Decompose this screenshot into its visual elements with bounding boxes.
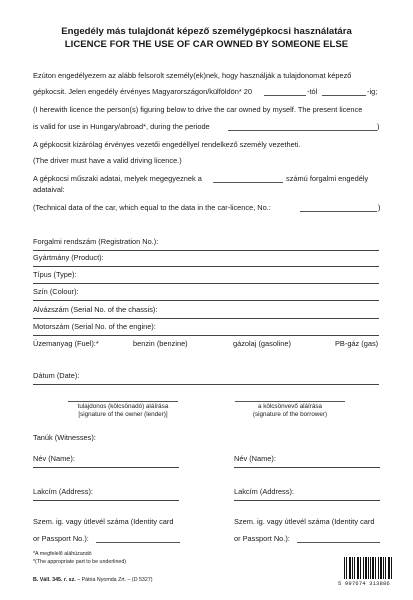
borrower-signature-label-hu: a kölcsönvevő aláírása xyxy=(257,403,323,410)
fuel-label: Üzemanyag (Fuel):* xyxy=(33,339,99,348)
title-hungarian: Engedély más tulajdonát képező személygépkocsi használatára xyxy=(61,26,352,37)
witness1-id-label-2: or Passport No.): xyxy=(33,534,89,543)
intro-line-2-start: gépkocsit. Jelen engedély érvényes Magyarországon/külföldön* 20 xyxy=(33,87,252,96)
intro-line-5: A gépkocsit kizárólag érvényes vezetői engedéllyel rendelkező személy vezetheti. xyxy=(33,140,301,149)
barcode xyxy=(344,557,394,579)
footnote-en: *(The appropriate part to be underlined) xyxy=(33,559,127,565)
witness1-address-field[interactable] xyxy=(33,500,179,501)
witness1-name-field[interactable] xyxy=(33,467,179,468)
fuel-option-lpg[interactable]: PB-gáz (gas) xyxy=(335,339,379,348)
borrower-signature-line[interactable] xyxy=(235,401,345,402)
fuel-option-petrol[interactable]: benzin (benzine) xyxy=(133,339,188,348)
witness2-name-label: Név (Name): xyxy=(234,454,276,463)
intro-line-9: (Technical data of the car, which equal to the data in the car-licence, No.: xyxy=(33,203,271,212)
chassis-field[interactable] xyxy=(33,318,379,319)
title-english: LICENCE FOR THE USE OF CAR OWNED BY SOMEONE ELSE xyxy=(64,39,349,50)
chassis-label: Alvázszám (Serial No. of the chassis): xyxy=(33,305,158,314)
witness1-address-label: Lakcím (Address): xyxy=(33,487,93,496)
footer-publisher-info xyxy=(33,577,153,583)
intro-line-4-close: ) xyxy=(377,122,380,131)
owner-signature-line[interactable] xyxy=(68,401,178,402)
intro-line-1: Ezúton engedélyezem az alább felsorolt személy(ek)nek, hogy használják a tulajdonomat képező xyxy=(33,71,352,80)
intro-line-4: is valid for use in Hungary/abroad*, during the periode xyxy=(33,122,210,131)
type-label: Típus (Type): xyxy=(33,270,77,279)
colour-label: Szín (Colour): xyxy=(33,287,79,296)
car-licence-no-line[interactable] xyxy=(213,182,283,183)
owner-signature-label-en: [signature of the owner (lender)] xyxy=(78,411,168,418)
car-licence-no-en-line[interactable] xyxy=(300,211,377,212)
footnote-hu: *A megfelelő aláhúzandó xyxy=(33,551,92,557)
registration-field[interactable] xyxy=(33,250,379,251)
engine-field[interactable] xyxy=(33,335,379,336)
intro-line-2-to: -ig; xyxy=(367,87,378,96)
publisher-text: – Pátria Nyomda Zrt. – (D 5327) xyxy=(75,577,153,583)
witness1-id-label-1: Szem. ig. vagy útlevél száma (Identity card xyxy=(33,517,174,526)
engine-label: Motorszám (Serial No. of the engine): xyxy=(33,322,156,331)
witness2-address-field[interactable] xyxy=(234,500,380,501)
witness2-id-label-1: Szem. ig. vagy útlevél száma (Identity card xyxy=(234,517,375,526)
registration-label: Forgalmi rendszám (Registration No.): xyxy=(33,237,159,246)
intro-line-2-from: -tól xyxy=(307,87,318,96)
owner-signature-label-hu: tulajdonos (kölcsönadó) aláírása xyxy=(77,403,169,410)
witness2-id-label-2: or Passport No.): xyxy=(234,534,290,543)
colour-field[interactable] xyxy=(33,300,379,301)
period-line[interactable] xyxy=(228,130,377,131)
make-field[interactable] xyxy=(33,266,379,267)
date-to-line[interactable] xyxy=(322,95,366,96)
barcode-number: 5 997674 313886 xyxy=(338,580,390,587)
intro-line-8: adataival: xyxy=(33,185,65,194)
intro-line-3: (I herewith licence the person(s) figuring below to drive the car owned by myself. The present licence xyxy=(33,105,363,114)
intro-line-7: A gépkocsi műszaki adatai, melyek megegyeznek a xyxy=(33,174,202,183)
witness1-name-label: Név (Name): xyxy=(33,454,75,463)
intro-line-7-end: számú forgalmi engedély xyxy=(286,174,369,183)
witness2-name-field[interactable] xyxy=(234,467,380,468)
date-field[interactable] xyxy=(33,384,379,385)
intro-line-6: (The driver must have a valid driving licence.) xyxy=(33,156,182,165)
date-from-line[interactable] xyxy=(264,95,306,96)
make-label: Gyártmány (Product): xyxy=(33,253,104,262)
date-label: Dátum (Date): xyxy=(33,371,80,380)
witnesses-heading: Tanúk (Witnesses): xyxy=(33,433,96,442)
fuel-option-diesel[interactable]: gázolaj (gasoline) xyxy=(233,339,291,348)
form-code: B. Váll. 345. r. sz. xyxy=(33,577,76,583)
type-field[interactable] xyxy=(33,283,379,284)
witness2-address-label: Lakcím (Address): xyxy=(234,487,294,496)
witness1-id-field[interactable] xyxy=(96,542,180,543)
borrower-signature-label-en: (signature of the borrower) xyxy=(252,411,328,418)
witness2-id-field[interactable] xyxy=(297,542,380,543)
intro-line-9-close: ) xyxy=(378,203,381,212)
